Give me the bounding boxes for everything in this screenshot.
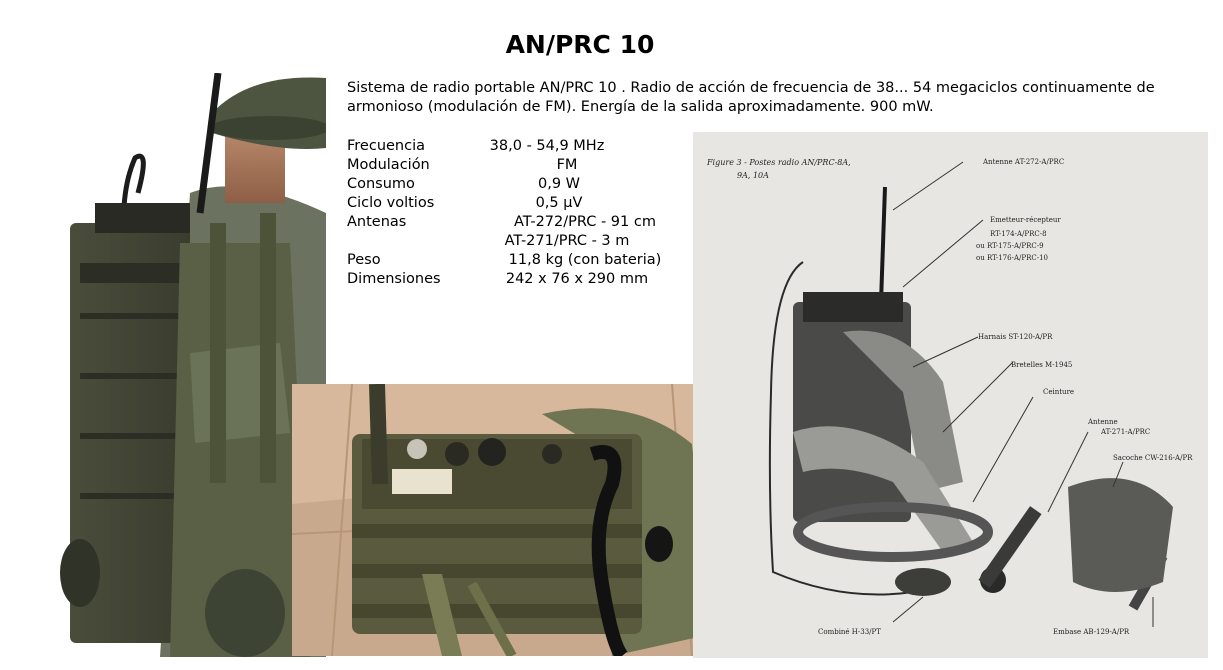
spec-value: 242 x 76 x 290 mm xyxy=(505,271,649,287)
spec-label: Dimensiones xyxy=(347,271,441,287)
spec-label: Ciclo voltios xyxy=(347,195,435,211)
spec-label: Frecuencia xyxy=(347,138,426,154)
spec-value: FM xyxy=(556,157,578,173)
label-bretelles: Bretelles M-1945 xyxy=(1011,361,1073,369)
label-rt175: ou RT-175-A/PRC-9 xyxy=(976,242,1044,250)
spec-value: 0,9 W xyxy=(537,176,580,192)
label-antenne-top: Antenne AT-272-A/PRC xyxy=(983,158,1065,166)
label-antenne2b: AT-271-A/PRC xyxy=(1101,428,1151,436)
label-antenne2a: Antenne xyxy=(1088,418,1118,426)
spec-label: Antenas xyxy=(347,214,407,230)
spec-value: 38,0 - 54,9 MHz xyxy=(489,138,605,154)
spec-label: Consumo xyxy=(347,176,415,192)
figure-caption-2: 9A, 10A xyxy=(737,171,769,180)
label-harnais: Harnais ST-120-A/PR xyxy=(978,333,1053,341)
label-ceinture: Ceinture xyxy=(1043,388,1075,396)
soldier-radio-photo xyxy=(40,73,326,657)
spec-value: AT-271/PRC - 3 m xyxy=(504,233,630,249)
label-combine: Combiné H-33/PT xyxy=(818,628,881,636)
spec-value: AT-272/PRC - 91 cm xyxy=(514,214,656,230)
label-emetteur: Emetteur-récepteur xyxy=(990,216,1061,224)
page-title: AN/PRC 10 xyxy=(505,30,655,59)
label-rt174: RT-174-A/PRC-8 xyxy=(990,230,1047,238)
manual-figure xyxy=(693,132,1208,658)
figure-caption-1: Figure 3 - Postes radio AN/PRC-8A, xyxy=(707,158,851,167)
label-rt176: ou RT-176-A/PRC-10 xyxy=(976,254,1048,262)
radio-closeup-photo xyxy=(292,384,720,656)
spec-label: Modulación xyxy=(347,157,430,173)
spec-value: 0,5 µV xyxy=(535,195,583,211)
spec-label: Peso xyxy=(347,252,381,268)
spec-value: 11,8 kg (con bateria) xyxy=(508,252,662,268)
label-sacoche: Sacoche CW-216-A/PR xyxy=(1113,454,1193,462)
intro-paragraph: Sistema de radio portable AN/PRC 10 . Radio de acción de frecuencia de 38... 54 megaciclos continuamente de armonioso (modulación de FM). Energía de la salida aproximadamente. 900 mW. xyxy=(347,80,1155,115)
label-embase: Embase AB-129-A/PR xyxy=(1053,628,1130,636)
